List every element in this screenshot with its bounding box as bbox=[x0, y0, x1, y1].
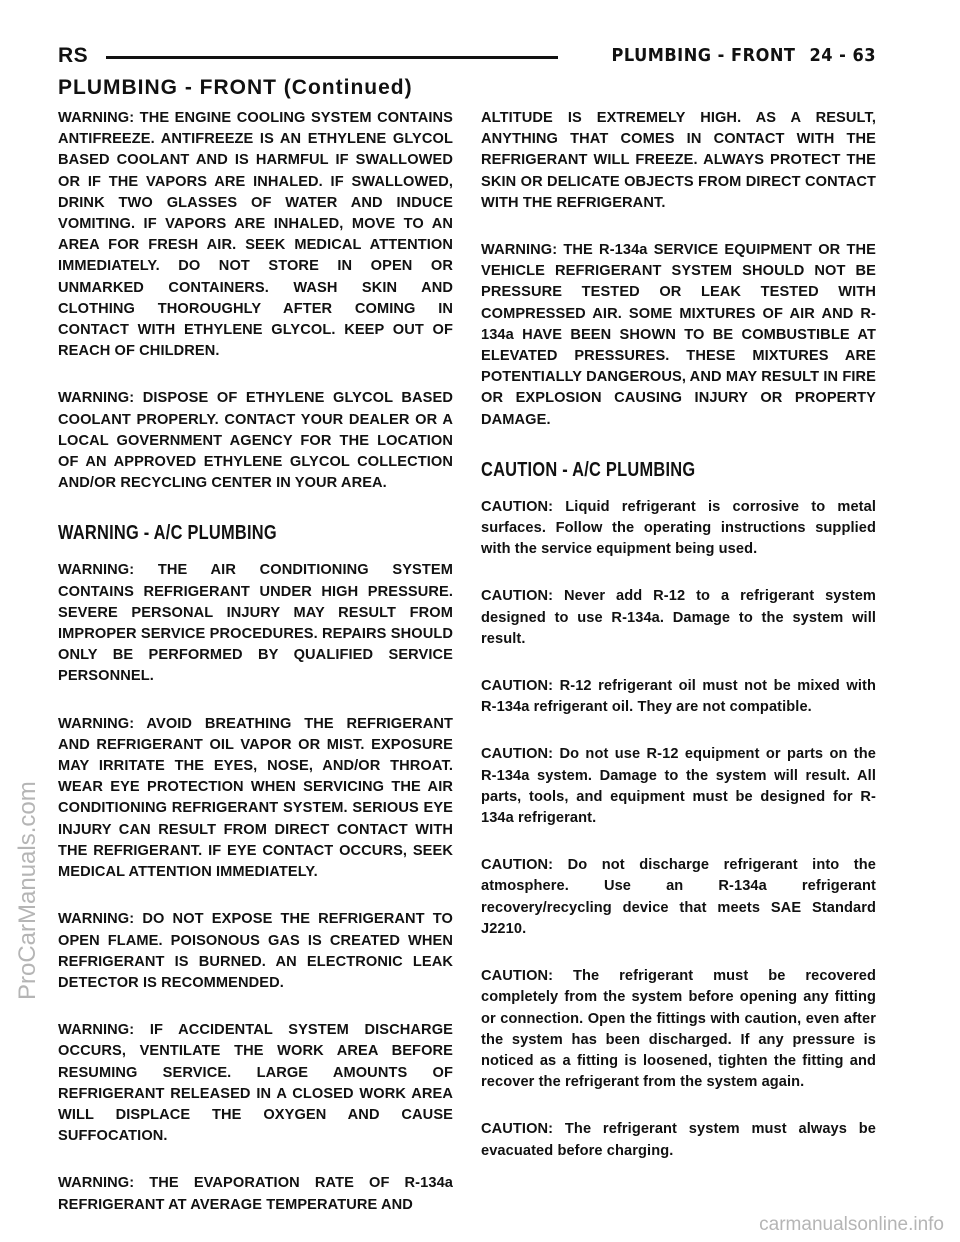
caution-ac-heading: CAUTION - A/C PLUMBING bbox=[481, 458, 696, 481]
page-header bbox=[58, 44, 876, 70]
left-column bbox=[58, 108, 453, 1242]
caution-discharge-paragraph: CAUTION: Do not discharge refrigerant into the atmosphere. Use an R-134a refrigerant recovery/recycling device that meets SAE Standard J2210. bbox=[481, 857, 876, 937]
header-section-title: PLUMBING - FRONT bbox=[611, 45, 796, 66]
side-watermark: ProCarManuals.com bbox=[14, 781, 41, 1000]
continued-title: PLUMBING - FRONT (Continued) bbox=[58, 76, 413, 99]
bottom-watermark: carmanualsonline.info bbox=[759, 1214, 944, 1235]
caution-recovery-paragraph: CAUTION: The refrigerant must be recovered completely from the system before opening any fitting or connection. Open the fittings with caution, even after the system has been discharged. If any pressure is noticed as a fitting is loosened, tighten the fitting and recover the refrigerant from the system again. bbox=[481, 968, 876, 1091]
caution-r12-add-paragraph: CAUTION: Never add R-12 to a refrigerant system designed to use R-134a. Damage to the system will result. bbox=[481, 588, 876, 647]
warning-evaporation-paragraph: WARNING: THE EVAPORATION RATE OF R-134a REFRIGERANT AT AVERAGE TEMPERATURE AND bbox=[58, 1175, 453, 1213]
warning-evaporation-continued-paragraph: ALTITUDE IS EXTREMELY HIGH. AS A RESULT, ANYTHING THAT COMES IN CONTACT WITH THE REFRIGERANT WILL FREEZE. ALWAYS PROTECT THE SKIN OR DELICATE OBJECTS FROM DIRECT CONTACT WITH THE REFRIGERANT. bbox=[481, 110, 876, 211]
header-model-code: RS bbox=[58, 44, 89, 67]
header-rule bbox=[106, 56, 558, 59]
right-column bbox=[481, 108, 876, 1188]
caution-corrosive-paragraph: CAUTION: Liquid refrigerant is corrosive to metal surfaces. Follow the operating instructions supplied with the service equipment being used. bbox=[481, 498, 876, 558]
caution-equipment-paragraph: CAUTION: Do not use R-12 equipment or parts on the R-134a system. Damage to the system will result. All parts, tools, and equipment must be designed for R-134a refrigerant. bbox=[481, 746, 876, 827]
header-section-info bbox=[612, 45, 876, 66]
caution-evacuate-paragraph: CAUTION: The refrigerant system must always be evacuated before charging. bbox=[481, 1121, 876, 1159]
header-page-number: 24 - 63 bbox=[809, 45, 876, 66]
warning-flame-paragraph: WARNING: DO NOT EXPOSE THE REFRIGERANT TO OPEN FLAME. POISONOUS GAS IS CREATED WHEN REFRIGERANT IS BURNED. AN ELECTRONIC LEAK DETECTOR IS RECOMMENDED. bbox=[58, 911, 453, 991]
caution-oil-mix-paragraph: CAUTION: R-12 refrigerant oil must not be mixed with R-134a refrigerant oil. They are not compatible. bbox=[481, 678, 876, 716]
warning-ac-heading: WARNING - A/C PLUMBING bbox=[58, 522, 277, 545]
warning-pressure-paragraph: WARNING: THE AIR CONDITIONING SYSTEM CONTAINS REFRIGERANT UNDER HIGH PRESSURE. SEVERE PERSONAL INJURY MAY RESULT FROM IMPROPER SERVICE PROCEDURES. REPAIRS SHOULD ONLY BE PERFORMED BY QUALIFIED SERVICE PERSONNEL. bbox=[58, 562, 453, 685]
warning-compressed-air-paragraph: WARNING: THE R-134a SERVICE EQUIPMENT OR THE VEHICLE REFRIGERANT SYSTEM SHOULD NOT BE PRESSURE TESTED OR LEAK TESTED WITH COMPRESSED AIR. SOME MIXTURES OF AIR AND R-134a HAVE BEEN SHOWN TO BE COMBUSTIBLE AT ELEVATED PRESSURES. THESE MIXTURES ARE POTENTIALLY DANGEROUS, AND MAY RESULT IN FIRE OR EXPLOSION CAUSING INJURY OR PROPERTY DAMAGE. bbox=[481, 242, 876, 428]
warning-breathing-paragraph: WARNING: AVOID BREATHING THE REFRIGERANT AND REFRIGERANT OIL VAPOR OR MIST. EXPOSURE MAY IRRITATE THE EYES, NOSE, AND/OR THROAT. WEAR EYE PROTECTION WHEN SERVICING THE AIR CONDITIONING REFRIGERANT SYSTEM. SERIOUS EYE INJURY CAN RESULT FROM DIRECT CONTACT WITH THE REFRIGERANT. IF EYE CONTACT OCCURS, SEEK MEDICAL ATTENTION IMMEDIATELY. bbox=[58, 715, 453, 881]
warning-discharge-paragraph: WARNING: IF ACCIDENTAL SYSTEM DISCHARGE OCCURS, VENTILATE THE WORK AREA BEFORE RESUMING SERVICE. LARGE AMOUNTS OF REFRIGERANT RELEASED IN A CLOSED WORK AREA WILL DISPLACE THE OXYGEN AND CAUSE SUFFOCATION. bbox=[58, 1022, 453, 1145]
warning-dispose-paragraph: WARNING: DISPOSE OF ETHYLENE GLYCOL BASED COOLANT PROPERLY. CONTACT YOUR DEALER OR A LOCAL GOVERNMENT AGENCY FOR THE LOCATION OF AN APPROVED ETHYLENE GLYCOL COLLECTION AND/OR RECYCLING CENTER IN YOUR AREA. bbox=[58, 390, 453, 492]
warning-coolant-paragraph: WARNING: THE ENGINE COOLING SYSTEM CONTAINS ANTIFREEZE. ANTIFREEZE IS AN ETHYLENE GLYCOL BASED COOLANT AND IS HARMFUL IF SWALLOWED OR IF THE VAPORS ARE INHALED. IF SWALLOWED, DRINK TWO GLASSES OF WATER AND INDUCE VOMITING. IF VAPORS ARE INHALED, MOVE TO AN AREA FOR FRESH AIR. SEEK MEDICAL ATTENTION IMMEDIATELY. DO NOT STORE IN OPEN OR UNMARKED CONTAINERS. WASH SKIN AND CLOTHING THOROUGHLY AFTER COMING IN CONTACT WITH ETHYLENE GLYCOL. KEEP OUT OF REACH OF CHILDREN. bbox=[58, 110, 453, 360]
